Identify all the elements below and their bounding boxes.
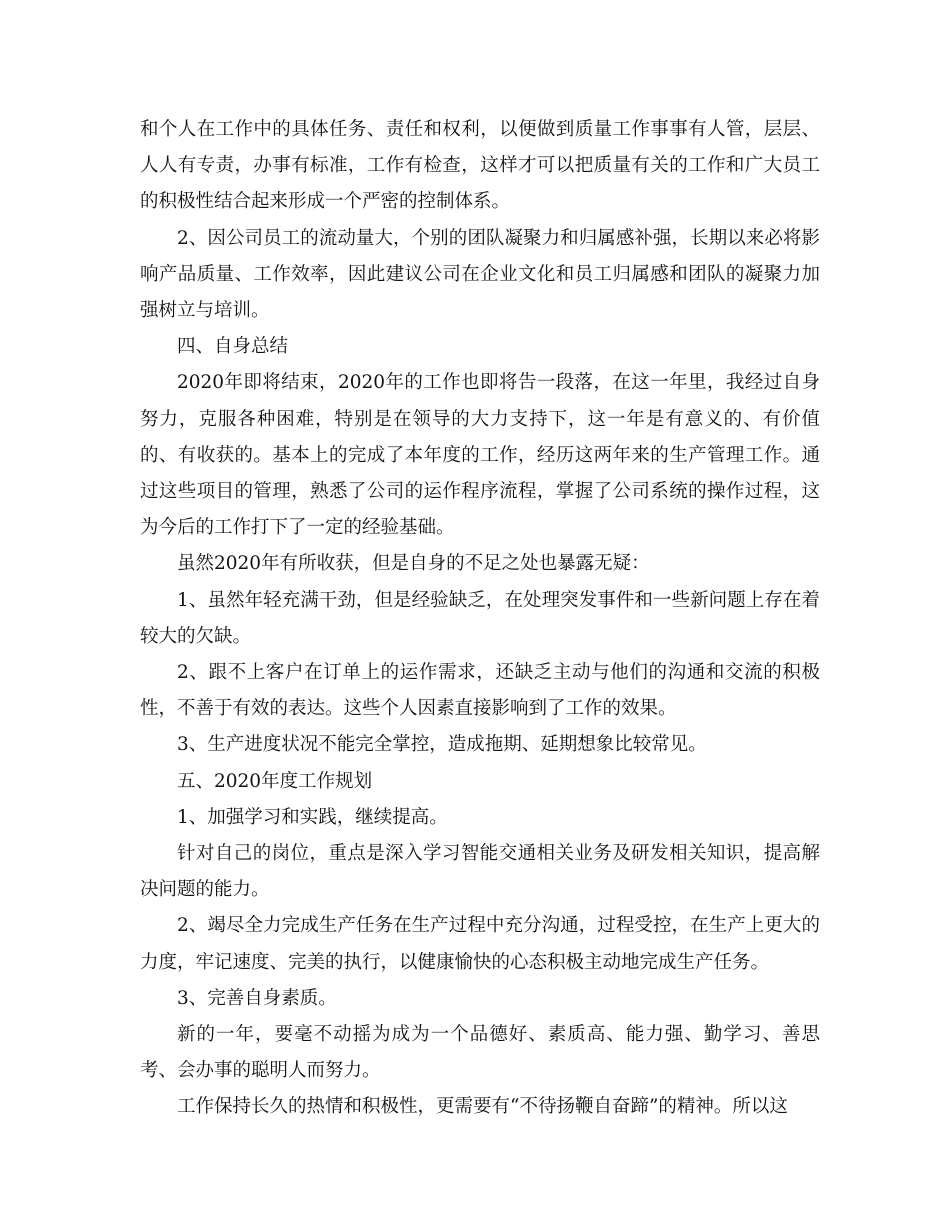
paragraph: 新的一年，要毫不动摇为成为一个品德好、素质高、能力强、勤学习、善思考、会办事的聪明人而努力。	[140, 1024, 820, 1082]
list-item: 3、完善自身素质。	[177, 987, 337, 1009]
list-item: 2、竭尽全力完成生产任务在生产过程中充分沟通，过程受控，在生产上更大的力度，牢记速度、完美的执行，以健康愉快的心态积极主动地完成生产任务。	[140, 915, 820, 973]
list-item: 2、跟不上客户在订单上的运作需求，还缺乏主动与他们的沟通和交流的积极性，不善于有效的表达。这些个人因素直接影响到了工作的效果。	[140, 662, 820, 720]
list-item: 1、加强学习和实践，继续提高。	[177, 806, 448, 828]
list-item: 1、虽然年轻充满干劲，但是经验缺乏，在处理突发事件和一些新问题上存在着较大的欠缺。	[140, 589, 820, 647]
paragraph: 2020年即将结束，2020年的工作也即将告一段落，在这一年里，我经过自身努力，克服各种困难，特别是在领导的大力支持下，这一年是有意义的、有价值的、有收获的。基本上的完成了本年度的工作，经历这两年来的生产管理工作。通过这些项目的管理，熟悉了公司的运作程序流程，掌握了公司系统的操作过程，这为今后的工作打下了一定的经验基础。	[140, 372, 820, 539]
section-heading: 四、自身总结	[177, 336, 289, 358]
paragraph: 2、因公司员工的流动量大，个别的团队凝聚力和归属感补强，长期以来必将影响产品质量、工作效率，因此建议公司在企业文化和员工归属感和团队的凝聚力加强树立与培训。	[140, 227, 820, 322]
paragraph: 虽然2020年有所收获，但是自身的不足之处也暴露无疑：	[177, 553, 650, 575]
document-body	[140, 112, 820, 1126]
paragraph: 针对自己的岗位，重点是深入学习智能交通相关业务及研发相关知识，提高解决问题的能力。	[140, 843, 820, 901]
list-item: 3、生产进度状况不能完全掌控，造成拖期、延期想象比较常见。	[177, 734, 707, 756]
section-heading: 五、2020年度工作规划	[177, 770, 373, 792]
paragraph: 和个人在工作中的具体任务、责任和权利，以便做到质量工作事事有人管，层层、人人有专责，办事有标准，工作有检查，这样才可以把质量有关的工作和广大员工的积极性结合起来形成一个严密的控制体系。	[140, 119, 820, 213]
paragraph: 工作保持长久的热情和积极性，更需要有“不待扬鞭自奋蹄”的精神。所以这	[177, 1096, 788, 1118]
